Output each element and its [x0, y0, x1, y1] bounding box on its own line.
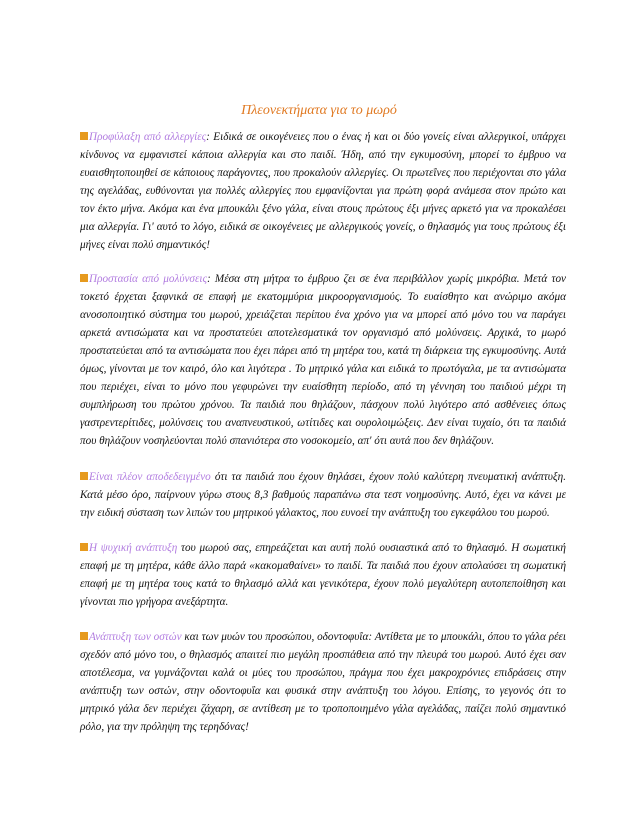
paragraph-lead: Είναι πλέον αποδεδειγμένο	[89, 471, 211, 483]
paragraph-infection-protection	[80, 270, 566, 450]
paragraph-lead: Ανάπτυξη των οστών	[89, 631, 182, 643]
paragraph-bone-development	[80, 628, 566, 736]
paragraph-text: και των μυών του προσώπου, οδοντοφυΐα: Αντίθετα με το μπουκάλι, όπου το γάλα ρέει σχεδόν από μόνο του, ο θηλασμός απαιτεί πιο μεγάλη προσπάθεια από την πλευρά του μωρού. Αυτό έχει σαν αποτέλεσμα, να γυμνάζονται καλά οι μύες του προσώπου, πράγμα που έχει μακροχρόνιες επιδράσεις στην ανάπτυξη των οστών, στην οδοντοφυΐα και φυσικά στην ανάπτυξη του λόγου. Επίσης, το γεγονός ότι το μητρικό γάλα δεν περιέχει ζάχαρη, σε αντίθεση με το τροποποιημένο γάλα αγελάδας, παίζει πολύ σημαντικό ρόλο, για την πρόληψη της τερηδόνας!	[80, 631, 566, 733]
paragraph-mental-development	[80, 468, 566, 522]
paragraph-text: : Μέσα στη μήτρα το έμβρυο ζει σε ένα περιβάλλον χωρίς μικρόβια. Μετά τον τοκετό έρχεται ξαφνικά σε επαφή με εκατομμύρια μικροοργανισμούς. Το ευαίσθητο και ανώριμο ακόμα ανοσοποιητικό σύστημα του μωρού, χρειάζεται περίπου ένα χρόνο για να μπορεί από μόνο του να παράγει αρκετά αντισώματα και να προστατεύει αποτελεσματικά τον οργανισμό από μολύνσεις. Αρχικά, το μωρό προστατεύεται από τα αντισώματα που έχει πάρει από τη μητέρα του, κατά τη διάρκεια της εγκυμοσύνης. Αυτά όμως, γίνονται με τον καιρό, όλο και λιγότερα . Το μητρικό γάλα και ειδικά το πρωτόγαλα, με τα αντισώματα που περιέχει, είναι το μόνο που γεφυρώνει την ευαίσθητη περίοδο, από τη γέννηση του παιδιού μέχρι τη συμπλήρωση του πρώτου χρόνου. Τα παιδιά που θηλάζουν, πάσχουν πολύ λιγότερο από ασθένειες όπως γαστρεντερίτιδες, μολύνσεις του αναπνευστικού, ωτίτιδες και ουρολοιμώξεις. Δεν είναι τυχαίο, ότι τα παιδιά που θηλάζουν νοσηλεύονται πολύ σπανιότερα στο νοσοκομείο, απ' ότι αυτά που δεν θηλάζουν.	[80, 273, 567, 447]
paragraph-lead: Προφύλαξη από αλλεργίες	[89, 131, 207, 143]
paragraph-lead: Η ψυχική ανάπτυξη	[89, 542, 178, 554]
paragraph-text: : Ειδικά σε οικογένειες που ο ένας ή και οι δύο γονείς είναι αλλεργικοί, υπάρχει κίνδυνος να εμφανιστεί κάποια αλλεργία και στο παιδί. Ήδη, από την εγκυμοσύνη, μπορεί το έμβρυο να ευαισθητοποιηθεί σε κάποιους παράγοντες, που προκαλούν αλλεργίες. Οι πρωτεΐνες που περιέχονται στο γάλα της αγελάδας, ευθύνονται για πολλές αλλεργίες που εμφανίζονται για πρώτη φορά ανάμεσα στον πρώτο και τον έκτο μήνα. Ακόμα και ένα μπουκάλι ξένο γάλα, είναι στους πρώτους έξι μήνες αρκετό για να προκαλέσει μια αλλεργία. Γι' αυτό το λόγο, ειδικά σε οικογένειες με αλλεργικούς γονείς, ο θηλασμός για τους πρώτους έξι μήνες είναι πολύ σημαντικός!	[80, 131, 566, 251]
square-bullet-icon	[80, 274, 88, 282]
paragraph-allergy-protection	[80, 128, 566, 254]
paragraph-text: ότι τα παιδιά που έχουν θηλάσει, έχουν πολύ καλύτερη πνευματική ανάπτυξη. Κατά μέσο όρο, παίρνουν γύρω στους 8,3 βαθμούς παραπάνω στα τεστ νοημοσύνης. Αυτό, έχει να κάνει με την ειδική σύσταση των λιπών του μητρικού γάλακτος, που ευνοεί την ανάπτυξη του εγκεφάλου του μωρού.	[80, 471, 566, 519]
square-bullet-icon	[80, 472, 88, 480]
paragraph-text: του μωρού σας, επηρεάζεται και αυτή πολύ ουσιαστικά από το θηλασμό. Η σωματική επαφή με τη μητέρα, κάθε άλλο παρά «κακομαθαίνει» το παιδί. Τα παιδιά που έχουν απολαύσει τη σωματική επαφή με τη μητέρα τους κατά το θηλασμό αλλά και γενικότερα, έχουν πολύ μεγαλύτερη αυτοπεποίθηση και γίνονται πιο γρήγορα ανεξάρτητα.	[80, 542, 566, 608]
square-bullet-icon	[80, 632, 88, 640]
paragraph-psychological-development	[80, 539, 566, 611]
square-bullet-icon	[80, 132, 88, 140]
page-title: Πλεονεκτήματα για το μωρό	[241, 103, 397, 118]
square-bullet-icon	[80, 543, 88, 551]
paragraph-lead: Προστασία από μολύνσεις	[89, 273, 208, 285]
